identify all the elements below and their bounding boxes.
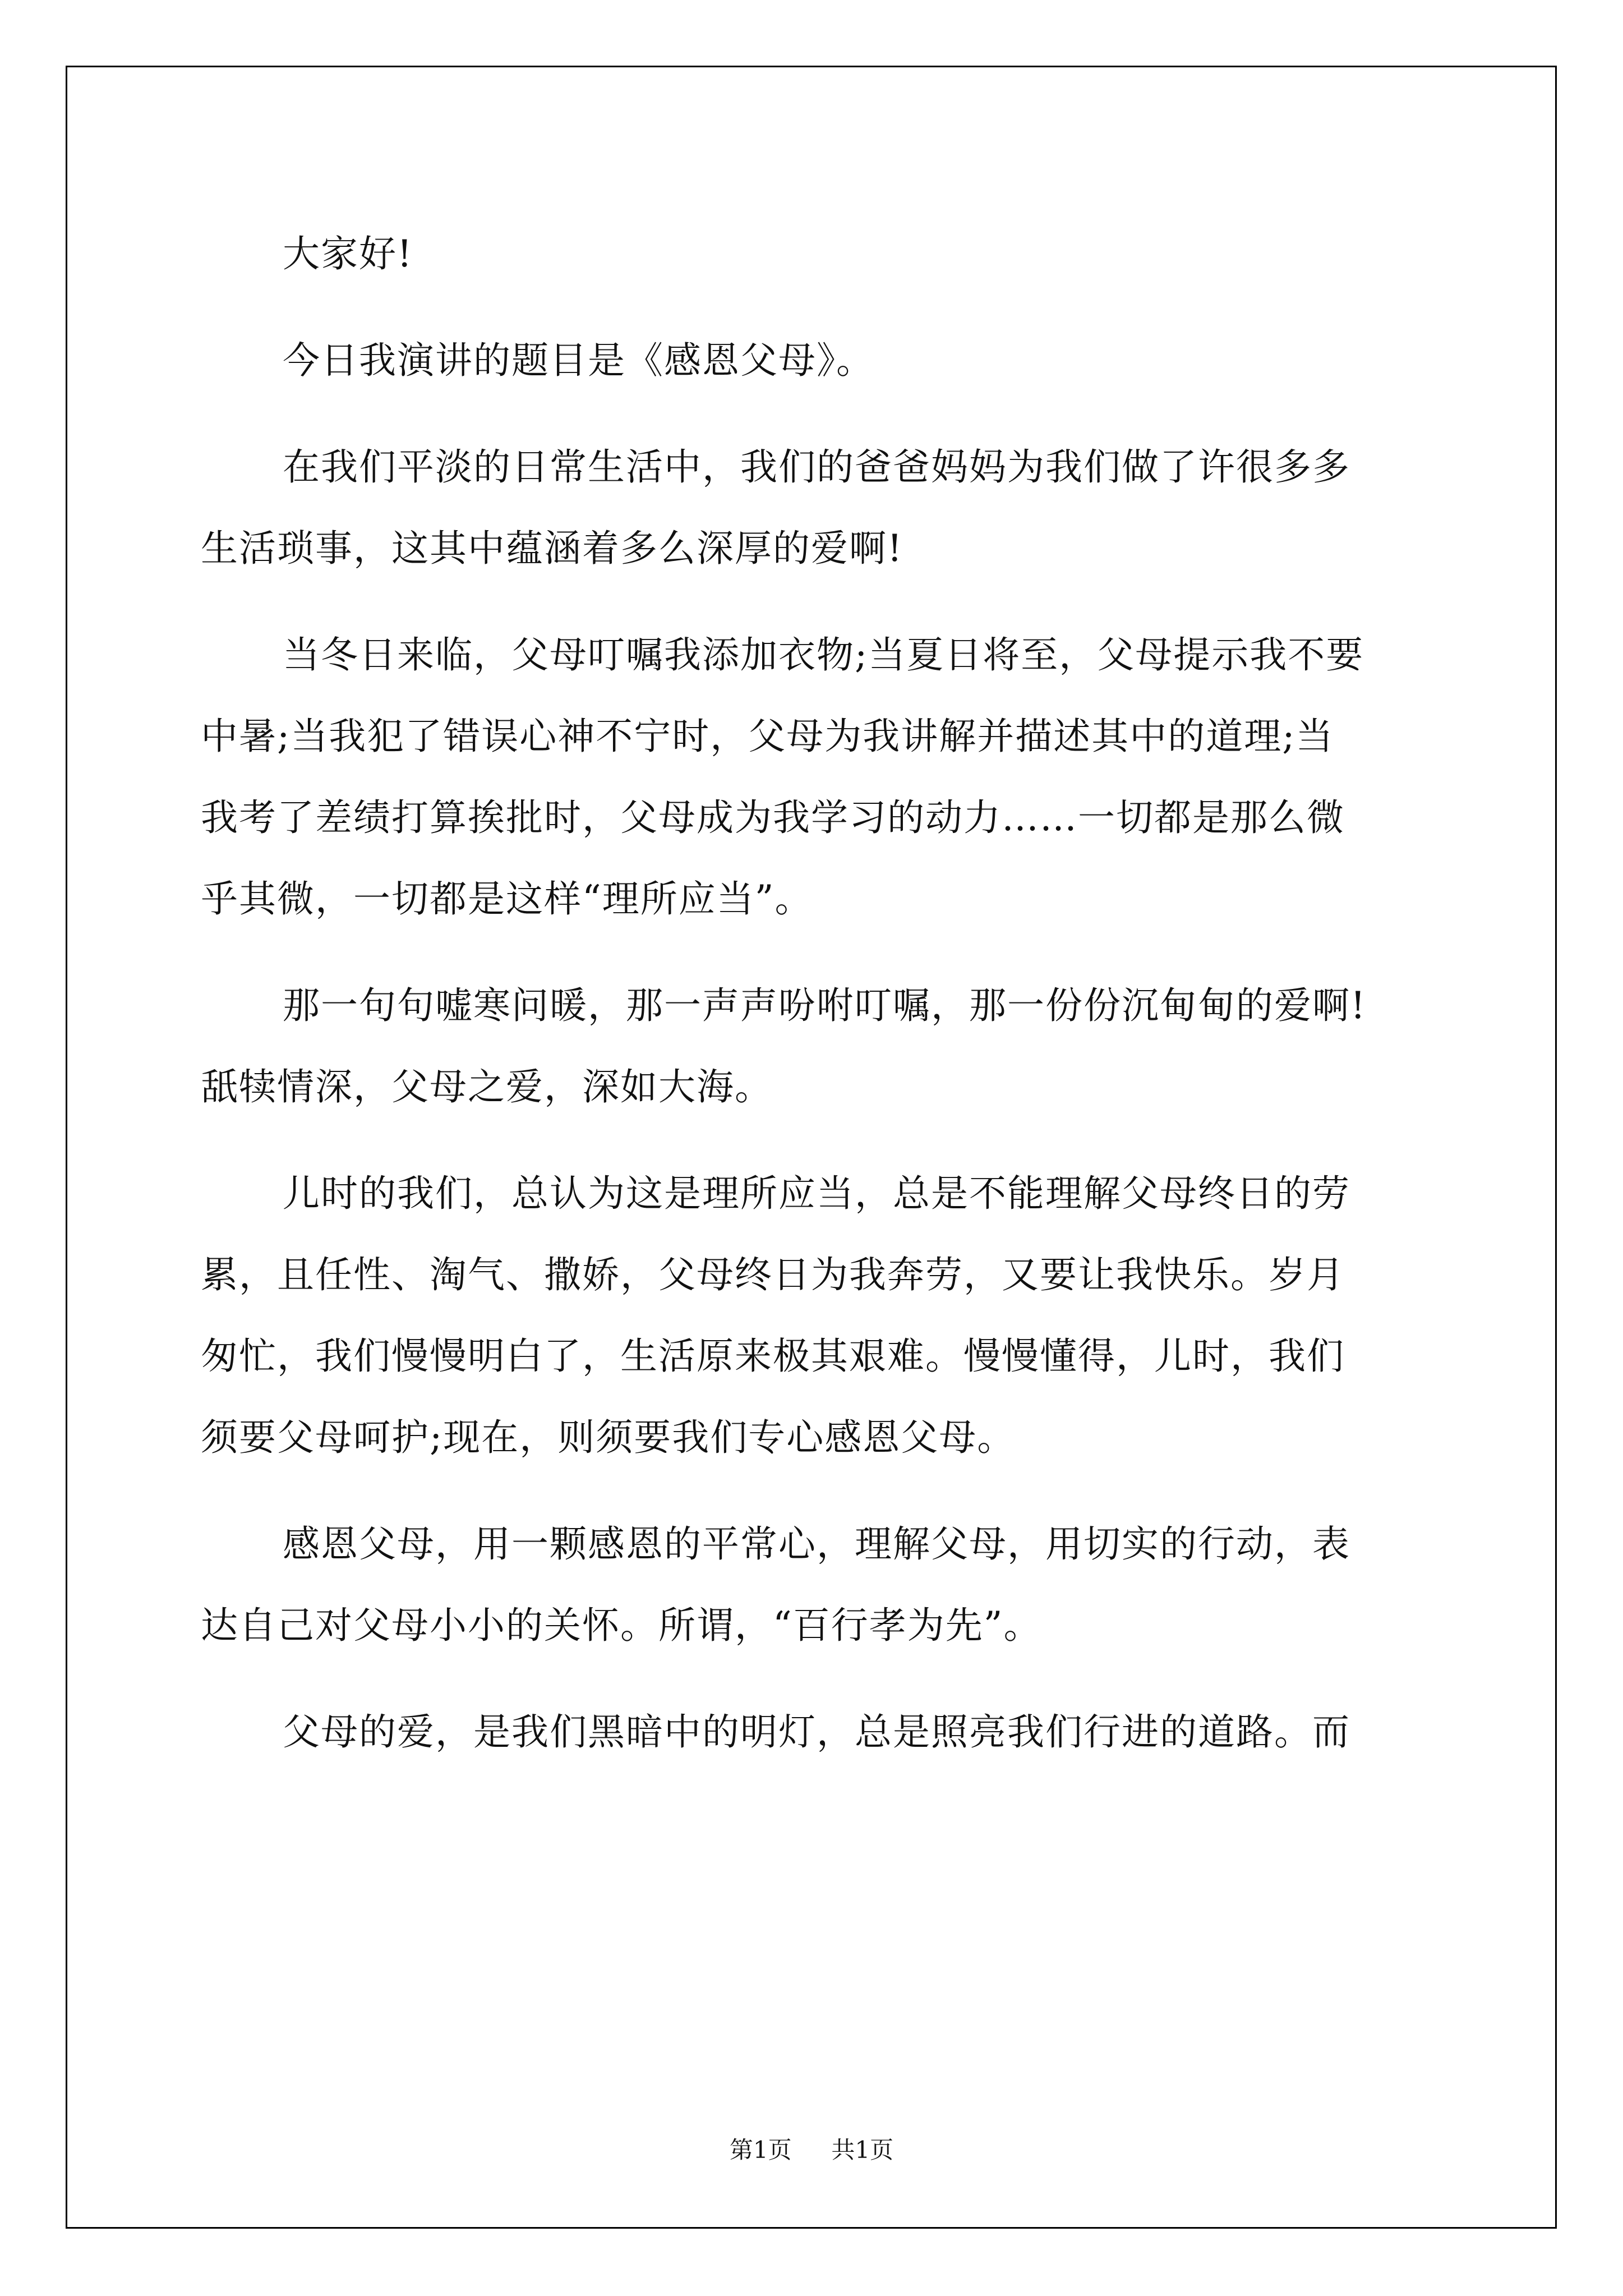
paragraph-2 <box>201 320 1426 401</box>
paragraph-line: 当冬日来临，父母叮嘱我添加衣物;当夏日将至，父母提示我不要 <box>283 633 1364 677</box>
paragraph-line: 生活琐事，这其中蕴涵着多么深厚的爱啊! <box>201 527 903 570</box>
paragraph-line: 今日我演讲的题目是《感恩父母》。 <box>283 339 874 382</box>
document-body <box>201 213 1426 1798</box>
page-number: 第1页 <box>729 2136 792 2164</box>
paragraph-line: 须要父母呵护;现在，则须要我们专心感恩父母。 <box>201 1416 1016 1459</box>
paragraph-6 <box>201 1153 1426 1478</box>
paragraph-line: 舐犊情深，父母之爱，深如大海。 <box>201 1065 773 1108</box>
paragraph-line: 中暑;当我犯了错误心神不宁时，父母为我讲解并描述其中的道理;当 <box>201 715 1334 758</box>
paragraph-4 <box>201 614 1426 940</box>
paragraph-line: 父母的爱，是我们黑暗中的明灯，总是照亮我们行进的道路。而 <box>283 1710 1350 1754</box>
paragraph-line: 累，且任性、淘气、撒娇，父母终日为我奔劳，又要让我快乐。岁月 <box>201 1253 1345 1296</box>
page-footer <box>0 2132 1623 2165</box>
paragraph-1 <box>201 213 1426 295</box>
paragraph-line: 大家好! <box>283 232 413 275</box>
paragraph-3 <box>201 426 1426 589</box>
paragraph-5 <box>201 965 1426 1128</box>
paragraph-7 <box>201 1503 1426 1666</box>
page-total: 共1页 <box>831 2136 894 2164</box>
paragraph-line: 乎其微，一切都是这样“理所应当”。 <box>201 877 813 921</box>
paragraph-line: 匆忙，我们慢慢明白了，生活原来极其艰难。慢慢懂得，儿时，我们 <box>201 1335 1345 1378</box>
paragraph-line: 我考了差绩打算挨批时，父母成为我学习的动力……一切都是那么微 <box>201 796 1345 839</box>
paragraph-8 <box>201 1691 1426 1773</box>
paragraph-line: 儿时的我们，总认为这是理所应当，总是不能理解父母终日的劳 <box>283 1172 1350 1215</box>
paragraph-line: 那一句句嘘寒问暖，那一声声吩咐叮嘱，那一份份沉甸甸的爱啊! <box>283 984 1367 1027</box>
paragraph-line: 达自己对父母小小的关怀。所谓，“百行孝为先”。 <box>201 1604 1042 1647</box>
paragraph-line: 感恩父母，用一颗感恩的平常心，理解父母，用切实的行动，表 <box>283 1522 1350 1566</box>
paragraph-line: 在我们平淡的日常生活中，我们的爸爸妈妈为我们做了许很多多 <box>283 445 1350 489</box>
